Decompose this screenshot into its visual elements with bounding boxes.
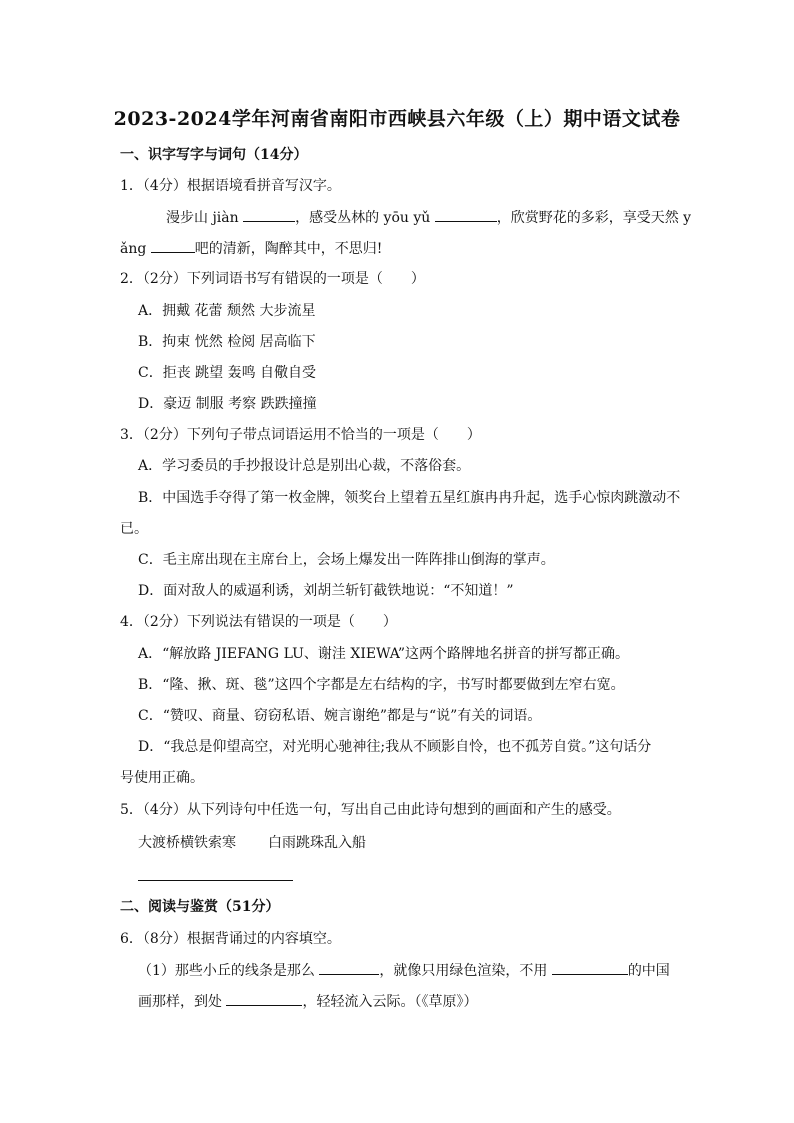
answer-blank[interactable] (435, 207, 497, 222)
q6-text-b: ，就像只用绿色渲染，不用 (379, 963, 552, 979)
question-6-line-1 (138, 960, 670, 981)
question-3-option-b-cont: 已。 (120, 521, 148, 537)
q6-text-d: 画那样，到处 (138, 994, 227, 1010)
question-4-option-a: A．“解放路 JIEFANG LU、谢洼 XIEWA”这两个路牌地名拼音的拼写都正确。 (138, 646, 629, 662)
question-4-stem: 4．（2分）下列说法有错误的一项是（ ） (120, 614, 397, 630)
question-4-option-c: C．“赞叹、商量、窃窃私语、婉言谢绝”都是与“说”有关的词语。 (138, 708, 542, 724)
question-2-option-d: D．豪迈 制服 考察 跌跌撞撞 (138, 396, 317, 412)
q6-text-e: ，轻轻流入云际。（《草原》） (302, 994, 478, 1010)
answer-blank[interactable] (226, 991, 302, 1006)
question-4-option-d: D．“我总是仰望高空，对光明心驰神往;我从不顾影自怜，也不孤芳自赏。”这句话分 (138, 739, 652, 755)
section-heading-2: 二、阅读与鉴赏（51分） (120, 899, 280, 915)
question-3-option-b: B．中国选手夺得了第一枚金牌，领奖台上望着五星红旗冉冉升起，选手心惊肉跳激动不 (138, 490, 681, 506)
question-6-stem: 6．（8分）根据背诵过的内容填空。 (120, 931, 341, 947)
section-heading-1: 一、识字写字与词句（14分） (120, 147, 308, 163)
question-3-option-c: C．毛主席出现在主席台上，会场上爆发出一阵阵排山倒海的掌声。 (138, 552, 555, 568)
question-2-option-a: A．拥戴 花蕾 颓然 大步流星 (138, 303, 316, 319)
page-title: 2023-2024学年河南省南阳市西峡县六年级（上）期中语文试卷 (113, 108, 681, 130)
q1-text-b: ，感受丛林的 yōu yǔ (295, 210, 435, 226)
question-2-option-b: B．拘束 恍然 检阅 居高临下 (138, 334, 316, 350)
question-2-stem: 2．（2分）下列词语书写有错误的一项是（ ） (120, 271, 425, 287)
question-5-stem: 5．（4分）从下列诗句中任选一句，写出自己由此诗句想到的画面和产生的感受。 (120, 802, 621, 818)
question-5-poem-1: 大渡桥横铁索寒 (138, 835, 236, 851)
question-4-option-d-cont: 号使用正确。 (120, 770, 204, 786)
question-3-option-d: D．面对敌人的威逼利诱，刘胡兰斩钉截铁地说：“不知道！” (138, 583, 514, 599)
answer-blank[interactable] (319, 960, 379, 975)
question-1-line-2 (120, 238, 382, 259)
question-3-stem: 3．（2分）下列句子带点词语运用不恰当的一项是（ ） (120, 427, 481, 443)
answer-blank[interactable] (151, 238, 195, 253)
question-1-stem: 1．（4分）根据语境看拼音写汉字。 (120, 178, 341, 194)
q6-text-c: 的中国 (627, 963, 670, 979)
q1-text-c: ，欣赏野花的多彩，享受天然 y (496, 210, 692, 226)
answer-blank[interactable] (552, 960, 628, 975)
question-2-option-c: C．拒丧 跳望 轰鸣 自儆自受 (138, 365, 317, 381)
question-4-option-b: B．“隆、揪、斑、毯”这四个字都是左右结构的字，书写时都要做到左窄右宽。 (138, 677, 625, 693)
question-6-line-2 (138, 991, 477, 1012)
q1-text-e: 吧的清新，陶醉其中，不思归! (194, 241, 383, 257)
q1-text-d: ǎng (120, 241, 151, 257)
question-3-option-a: A．学习委员的手抄报设计总是别出心裁，不落俗套。 (138, 458, 471, 474)
question-5-poem-2: 白雨跳珠乱入船 (268, 835, 366, 851)
q6-text-a: （1）那些小丘的线条是那么 (138, 963, 320, 979)
question-1-line-1 (166, 207, 691, 228)
answer-line[interactable] (138, 880, 293, 881)
answer-blank[interactable] (243, 207, 295, 222)
q1-text-a: 漫步山 jiàn (166, 210, 244, 226)
